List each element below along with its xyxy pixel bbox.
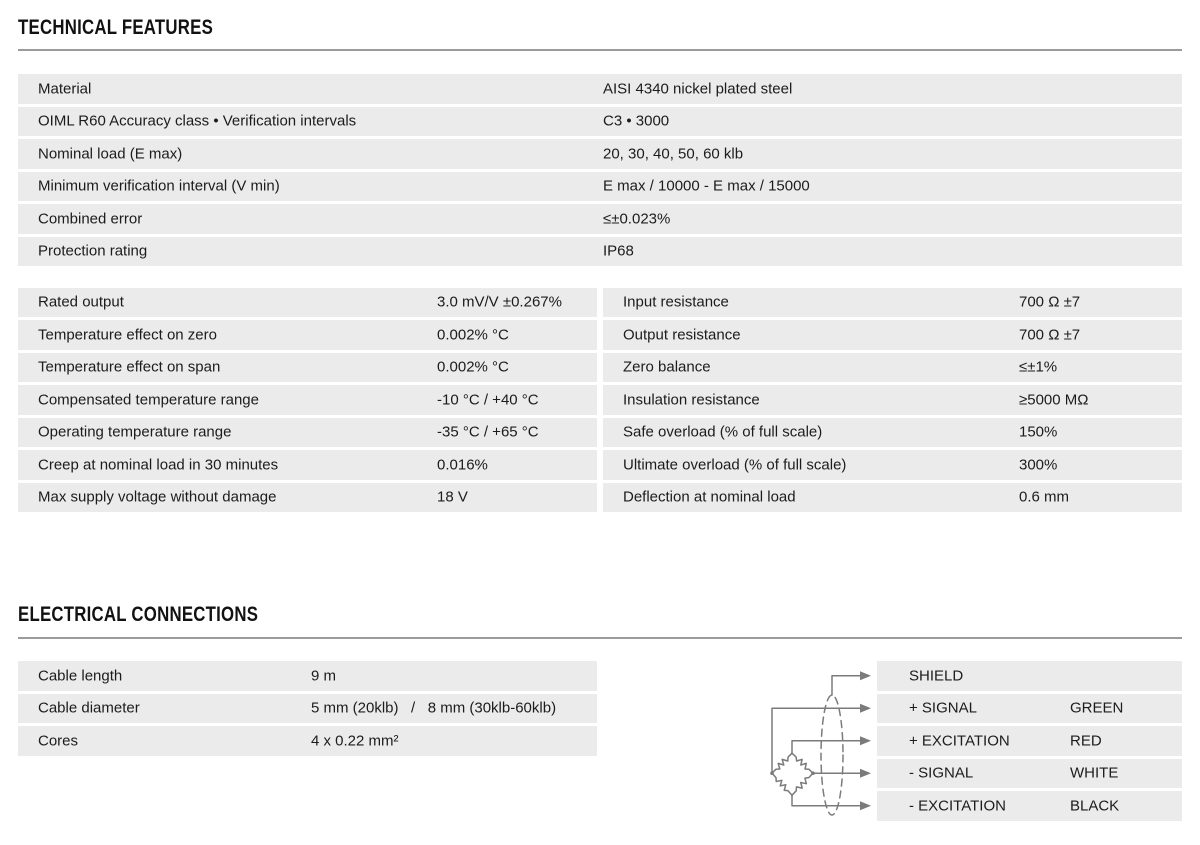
row-value: 700 Ω ±7: [1019, 326, 1081, 344]
row-label: Output resistance: [623, 326, 741, 344]
table-row: [18, 483, 597, 513]
table-row: [18, 353, 597, 383]
section-title-technical-features: TECHNICAL FEATURES: [18, 16, 214, 39]
row-value: 0.002% °C: [437, 358, 509, 376]
table-row: [18, 74, 1182, 104]
arrow-icon: [860, 671, 871, 680]
row-value: 18 V: [437, 488, 468, 506]
row-label: Cable length: [38, 667, 123, 685]
row-value: 0.016%: [437, 456, 488, 474]
row-label: Rated output: [38, 293, 124, 311]
plus-excitation-wire: [792, 741, 861, 754]
cable-specs-table: [18, 661, 597, 759]
row-label: Max supply voltage without damage: [38, 488, 277, 506]
table-row: [18, 204, 1182, 234]
row-value: ≤±0.023%: [603, 210, 671, 228]
section-divider: [18, 49, 1182, 51]
table-row: [18, 107, 1182, 137]
arrow-icon: [860, 769, 871, 778]
row-value: -10 °C / +40 °C: [437, 391, 539, 409]
section-title-electrical-connections: ELECTRICAL CONNECTIONS: [18, 603, 259, 626]
table-row: [877, 694, 1182, 724]
row-label: Nominal load (E max): [38, 145, 183, 163]
row-value: -35 °C / +65 °C: [437, 423, 539, 441]
row-value: 20, 30, 40, 50, 60 klb: [603, 145, 744, 163]
row-label: Protection rating: [38, 242, 148, 260]
table-row: [18, 661, 597, 691]
table-row: [18, 418, 597, 448]
minus-excitation-wire: [792, 795, 861, 806]
table-row: [603, 353, 1182, 383]
table-row: [603, 288, 1182, 318]
row-value: BLACK: [1070, 797, 1120, 815]
table-row: [18, 726, 597, 756]
row-label: - SIGNAL: [909, 764, 974, 782]
section-divider: [18, 637, 1182, 639]
row-label: Temperature effect on span: [38, 358, 221, 376]
row-value: 5 mm (20klb) / 8 mm (30klb-60klb): [311, 699, 557, 717]
row-value: AISI 4340 nickel plated steel: [603, 80, 793, 98]
table-row: [18, 288, 597, 318]
row-label: Operating temperature range: [38, 423, 232, 441]
row-value: 4 x 0.22 mm²: [311, 732, 399, 750]
row-value: 150%: [1019, 423, 1058, 441]
general-specs-table: [18, 74, 1182, 269]
table-row: [603, 418, 1182, 448]
table-row: [18, 139, 1182, 169]
arrow-icon: [860, 801, 871, 810]
row-value: ≥5000 MΩ: [1019, 391, 1089, 409]
row-label: Material: [38, 80, 92, 98]
row-label: + SIGNAL: [909, 699, 977, 717]
row-value: GREEN: [1070, 699, 1124, 717]
row-label: Safe overload (% of full scale): [623, 423, 823, 441]
row-label: Cable diameter: [38, 699, 140, 717]
row-value: IP68: [603, 242, 634, 260]
table-row: [18, 237, 1182, 267]
performance-table-right: [603, 288, 1182, 516]
row-label: Insulation resistance: [623, 391, 760, 409]
row-label: Combined error: [38, 210, 143, 228]
wiring-diagram: [744, 660, 884, 825]
row-label: Deflection at nominal load: [623, 488, 796, 506]
row-label: Creep at nominal load in 30 minutes: [38, 456, 279, 474]
arrow-icon: [860, 704, 871, 713]
row-value: RED: [1070, 732, 1102, 750]
table-row: [18, 320, 597, 350]
row-value: E max / 10000 - E max / 15000: [603, 177, 810, 195]
row-value: 3.0 mV/V ±0.267%: [437, 293, 562, 311]
shield-wire: [832, 676, 861, 695]
junction-dot: [811, 771, 815, 775]
row-value: 0.6 mm: [1019, 488, 1070, 506]
row-value: 9 m: [311, 667, 337, 685]
row-label: Input resistance: [623, 293, 729, 311]
table-row: [603, 385, 1182, 415]
row-label: Ultimate overload (% of full scale): [623, 456, 847, 474]
table-row: [18, 385, 597, 415]
table-row: [603, 320, 1182, 350]
table-row: [877, 726, 1182, 756]
table-row: [18, 694, 597, 724]
arrow-icon: [860, 736, 871, 745]
table-row: [18, 172, 1182, 202]
cable-shield-ellipse-icon: [821, 695, 843, 815]
row-label: Temperature effect on zero: [38, 326, 217, 344]
row-value: 700 Ω ±7: [1019, 293, 1081, 311]
row-value: C3 • 3000: [603, 112, 670, 130]
junction-dot: [770, 771, 774, 775]
table-row: [877, 661, 1182, 691]
row-label: Zero balance: [623, 358, 711, 376]
wiring-legend-table: [877, 661, 1182, 824]
row-value: WHITE: [1070, 764, 1119, 782]
row-label: + EXCITATION: [909, 732, 1010, 750]
table-row: [877, 759, 1182, 789]
row-label: Minimum verification interval (V min): [38, 177, 280, 195]
wheatstone-bridge-icon: [772, 753, 813, 795]
row-label: - EXCITATION: [909, 797, 1006, 815]
table-row: [603, 450, 1182, 480]
row-value: 300%: [1019, 456, 1058, 474]
row-label: Compensated temperature range: [38, 391, 259, 409]
row-label: OIML R60 Accuracy class • Verification intervals: [38, 112, 357, 130]
table-row: [877, 791, 1182, 821]
table-row: [18, 450, 597, 480]
row-label: Cores: [38, 732, 79, 750]
table-row: [603, 483, 1182, 513]
row-value: 0.002% °C: [437, 326, 509, 344]
row-value: ≤±1%: [1019, 358, 1058, 376]
performance-table-left: [18, 288, 597, 516]
row-label: SHIELD: [909, 667, 964, 685]
